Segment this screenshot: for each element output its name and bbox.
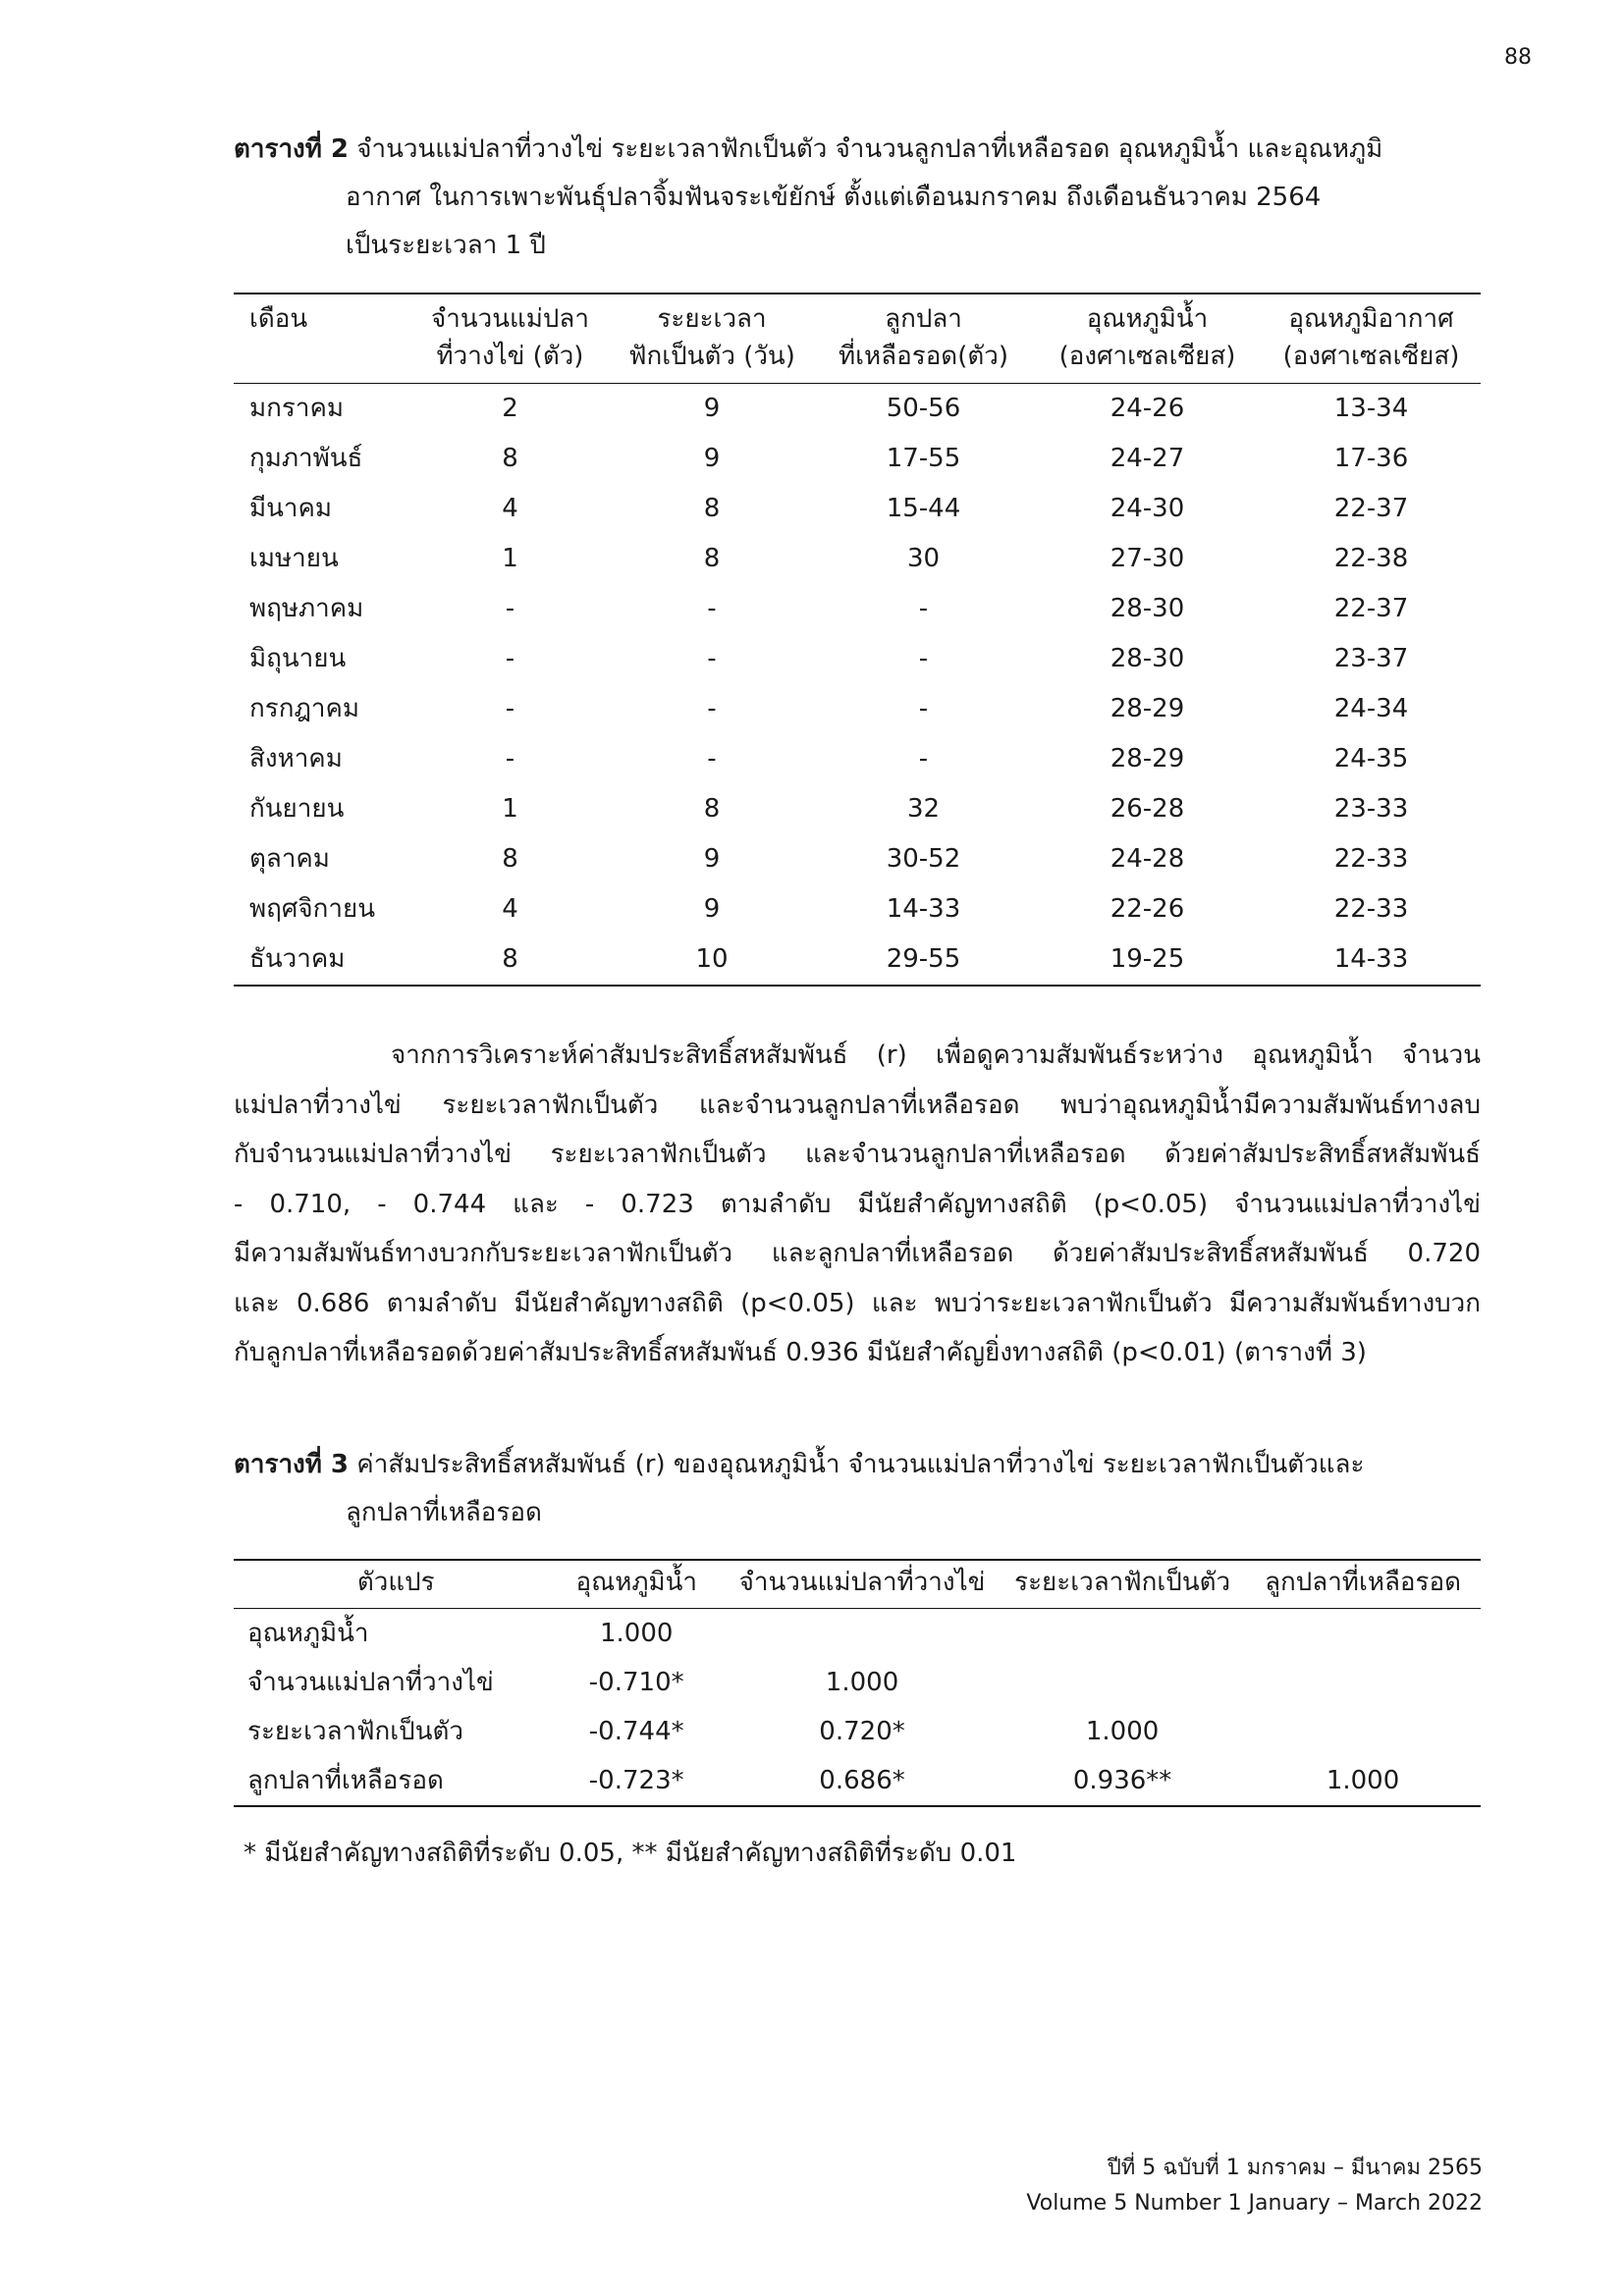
table-cell: พฤษภาคม — [249, 594, 364, 623]
table-cell: 4 — [502, 894, 518, 924]
table2-caption-label: ตารางที่ 2 — [234, 134, 350, 164]
paragraph-line: แม่ปลาที่วางไข่ ระยะเวลาฟักเป็นตัว และจำนวนลูกปลาที่เหลือรอด พบว่าอุณหภูมิน้ำมีความสัมพันธ์ทางลบ — [234, 1090, 1481, 1120]
table-cell: - — [918, 594, 929, 623]
table-cell: 22-33 — [1333, 844, 1409, 874]
table-cell: - — [707, 594, 717, 623]
table3-caption-line2: ลูกปลาที่เหลือรอด — [346, 1498, 542, 1527]
table-cell: กรกฎาคม — [249, 694, 360, 723]
table-row — [234, 734, 1481, 784]
table2-caption — [234, 126, 1481, 270]
header-spawning-females: จำนวนแม่ปลา ที่วางไข่ (ตัว) — [410, 294, 610, 384]
table-cell: 9 — [703, 894, 721, 924]
table-cell: 1 — [502, 794, 518, 824]
table2-caption-line3: เป็นระยะเวลา 1 ปี — [346, 231, 546, 260]
table-cell: -0.744* — [588, 1717, 684, 1746]
table-cell: มกราคม — [249, 394, 344, 423]
table-cell: 30 — [906, 544, 941, 573]
monthly-breeding-table — [234, 293, 1481, 987]
table-cell: 9 — [703, 394, 721, 423]
paragraph-line: และ 0.686 ตามลำดับ มีนัยสำคัญทางสถิติ (p<0.05) และ พบว่าระยะเวลาฟักเป็นตัว มีความสัมพันธ์ทางบวก — [234, 1288, 1481, 1318]
table-cell: 30-52 — [886, 844, 961, 874]
table-cell: 23-33 — [1333, 794, 1409, 824]
table-cell: - — [918, 744, 929, 774]
table-cell: 28-30 — [1110, 644, 1185, 673]
footer-english-issue: Volume 5 Number 1 January – March 2022 — [1026, 2191, 1483, 2216]
header-hatching-time: ระยะเวลาฟักเป็นตัว — [1000, 1560, 1245, 1609]
header-water-temp: อุณหภูมิน้ำ (องศาเซลเซียส) — [1033, 294, 1262, 384]
table-cell: 24-35 — [1333, 744, 1409, 774]
table-row — [234, 484, 1481, 534]
table-cell — [1000, 1658, 1245, 1707]
table-cell: - — [505, 694, 515, 723]
table-cell: 8 — [703, 794, 721, 824]
table-cell: 24-28 — [1110, 844, 1185, 874]
table-cell: - — [505, 644, 515, 673]
table-cell: 28-29 — [1110, 694, 1185, 723]
table-cell: 8 — [410, 934, 610, 986]
table-row — [234, 1658, 1481, 1707]
table-cell: 10 — [610, 934, 814, 986]
table-cell: 14-33 — [886, 894, 961, 924]
table2-body — [234, 384, 1481, 987]
table-row — [234, 834, 1481, 884]
table-cell: 24-30 — [1110, 494, 1185, 523]
table-cell: 13-34 — [1333, 394, 1409, 423]
table-cell: 23-37 — [1333, 644, 1409, 673]
header-hatching-time: ระยะเวลา ฟักเป็นตัว (วัน) — [610, 294, 814, 384]
header-water-temp: อุณหภูมิน้ำ — [549, 1560, 725, 1609]
table-cell: -0.723* — [549, 1756, 725, 1806]
table2-caption-line1 — [234, 126, 1481, 174]
table-row — [234, 1707, 1481, 1756]
paragraph-line: มีความสัมพันธ์ทางบวกกับระยะเวลาฟักเป็นตัว และลูกปลาที่เหลือรอด ด้วยค่าสัมประสิทธิ์สหสัมพันธ์ 0.720 — [234, 1239, 1481, 1268]
table-cell: 24-26 — [1110, 394, 1185, 423]
table-row — [234, 1756, 1481, 1806]
header-air-temp: อุณหภูมิอากาศ (องศาเซลเซียส) — [1262, 294, 1481, 384]
table-cell: - — [505, 744, 515, 774]
table-cell: - — [505, 594, 515, 623]
table-cell: 9 — [703, 844, 721, 874]
table-cell: 1.000 — [1085, 1717, 1160, 1746]
table-cell: ลูกปลาที่เหลือรอด — [234, 1756, 549, 1806]
paragraph-line: กับลูกปลาที่เหลือรอดด้วยค่าสัมประสิทธิ์สหสัมพันธ์ 0.936 มีนัยสำคัญยิ่งทางสถิติ (p<0.01) (ตารางที่ 3) — [234, 1338, 1367, 1367]
table-cell: 22-38 — [1333, 544, 1409, 573]
table-cell: อุณหภูมิน้ำ — [247, 1619, 369, 1648]
table-cell: 0.686* — [725, 1756, 1000, 1806]
table-cell: -0.710* — [588, 1668, 684, 1697]
table-cell: 2 — [502, 394, 518, 423]
paragraph-line: กับจำนวนแม่ปลาที่วางไข่ ระยะเวลาฟักเป็นตัว และจำนวนลูกปลาที่เหลือรอด ด้วยค่าสัมประสิทธิ์สหสัมพันธ์ — [234, 1140, 1481, 1169]
table3-caption-text1: ค่าสัมประสิทธิ์สหสัมพันธ์ (r) ของอุณหภูมิน้ำ จำนวนแม่ปลาที่วางไข่ ระยะเวลาฟักเป็นตัวและ — [349, 1450, 1365, 1479]
table-row — [234, 384, 1481, 435]
table-row — [234, 1609, 1481, 1659]
table-cell — [1000, 1609, 1245, 1659]
table3-header-row — [234, 1560, 1481, 1609]
table-cell: 15-44 — [886, 494, 961, 523]
table-row — [234, 784, 1481, 834]
table-cell: - — [918, 644, 929, 673]
table-cell: 4 — [502, 494, 518, 523]
footer-thai-issue: ปีที่ 5 ฉบับที่ 1 มกราคม – มีนาคม 2565 — [1107, 2156, 1483, 2180]
table-cell: 8 — [502, 844, 518, 874]
table-cell: 32 — [906, 794, 941, 824]
table-cell: ตุลาคม — [249, 844, 330, 874]
table-cell: 22-37 — [1333, 594, 1409, 623]
table-cell: พฤศจิกายน — [249, 894, 375, 924]
table3-caption — [234, 1441, 1481, 1537]
table-cell: 22-33 — [1333, 894, 1409, 924]
header-variable: ตัวแปร — [234, 1560, 549, 1609]
table2-header-row — [234, 294, 1481, 384]
table-cell — [725, 1609, 1000, 1659]
table-row — [234, 534, 1481, 584]
table-cell: 1.000 — [825, 1668, 899, 1697]
table-cell: 8 — [502, 444, 518, 473]
table-cell: 8 — [703, 494, 721, 523]
journal-footer — [884, 2151, 1483, 2221]
table-cell: 26-28 — [1110, 794, 1185, 824]
table-cell: เมษายน — [249, 544, 339, 573]
table-cell: 0.936** — [1000, 1756, 1245, 1806]
table-cell: 28-30 — [1110, 594, 1185, 623]
header-month: เดือน — [234, 294, 410, 384]
body-paragraph — [234, 1031, 1481, 1378]
significance-footnote: * มีนัยสำคัญทางสถิติที่ระดับ 0.05, ** มีนัยสำคัญทางสถิติที่ระดับ 0.01 — [244, 1839, 1017, 1868]
table-cell: 1.000 — [600, 1619, 674, 1648]
table-row — [234, 434, 1481, 484]
table-row — [234, 934, 1481, 986]
table-cell: - — [707, 694, 717, 723]
table3-caption-label: ตารางที่ 3 — [234, 1450, 350, 1479]
table2-caption-line2: อากาศ ในการเพาะพันธุ์ปลาจิ้มฟันจระเข้ยักษ์ ตั้งแต่เดือนมกราคม ถึงเดือนธันวาคม 2564 — [346, 183, 1322, 212]
paragraph-line: - 0.710, - 0.744 และ - 0.723 ตามลำดับ มีนัยสำคัญทางสถิติ (p<0.05) จำนวนแม่ปลาที่วางไข่ — [234, 1189, 1481, 1219]
table3-caption-line1 — [234, 1441, 1481, 1489]
table-cell: 28-29 — [1110, 744, 1185, 774]
table-cell: 24-34 — [1333, 694, 1409, 723]
table-cell: 27-30 — [1110, 544, 1185, 573]
table-cell: 50-56 — [886, 394, 961, 423]
header-surviving-fry: ลูกปลา ที่เหลือรอด(ตัว) — [814, 294, 1033, 384]
table-cell: 17-36 — [1333, 444, 1409, 473]
page-number: 88 — [1504, 45, 1532, 70]
table-row — [234, 584, 1481, 634]
table-cell: 9 — [703, 444, 721, 473]
table-cell: 19-25 — [1033, 934, 1262, 986]
table-cell: ระยะเวลาฟักเป็นตัว — [247, 1717, 463, 1746]
table-row — [234, 634, 1481, 684]
table-cell: 8 — [703, 544, 721, 573]
table-cell: - — [707, 644, 717, 673]
table-cell: 17-55 — [886, 444, 961, 473]
table-cell: 1.000 — [1245, 1756, 1481, 1806]
table2-caption-text1: จำนวนแม่ปลาที่วางไข่ ระยะเวลาฟักเป็นตัว จำนวนลูกปลาที่เหลือรอด อุณหภูมิน้ำ และอุณหภูมิ — [349, 134, 1383, 164]
table-cell: - — [918, 694, 929, 723]
table-cell — [1245, 1609, 1481, 1659]
table-cell: มีนาคม — [249, 494, 333, 523]
table-cell: กุมภาพันธ์ — [249, 444, 363, 473]
table-cell: 14-33 — [1262, 934, 1481, 986]
table-cell: 1 — [502, 544, 518, 573]
table-cell: ธันวาคม — [234, 934, 410, 986]
table-cell: มิถุนายน — [249, 644, 347, 673]
table-cell: 29-55 — [814, 934, 1033, 986]
correlation-table — [234, 1559, 1481, 1807]
table-cell — [1245, 1658, 1481, 1707]
table-cell: กันยายน — [249, 794, 345, 824]
header-spawning-females: จำนวนแม่ปลาที่วางไข่ — [725, 1560, 1000, 1609]
table-cell: - — [707, 744, 717, 774]
table3-body — [234, 1609, 1481, 1807]
table-cell: สิงหาคม — [249, 744, 343, 774]
table-cell — [1245, 1707, 1481, 1756]
paragraph-line: จากการวิเคราะห์ค่าสัมประสิทธิ์สหสัมพันธ์ (r) เพื่อดูความสัมพันธ์ระหว่าง อุณหภูมิน้ำ จำนวน — [391, 1041, 1481, 1070]
table-cell: 22-37 — [1333, 494, 1409, 523]
table-cell: 22-26 — [1110, 894, 1185, 924]
table-cell: 24-27 — [1110, 444, 1185, 473]
table-row — [234, 884, 1481, 934]
header-surviving-fry: ลูกปลาที่เหลือรอด — [1245, 1560, 1481, 1609]
table-cell: 0.720* — [819, 1717, 905, 1746]
table-cell: จำนวนแม่ปลาที่วางไข่ — [247, 1668, 494, 1697]
table-row — [234, 684, 1481, 734]
